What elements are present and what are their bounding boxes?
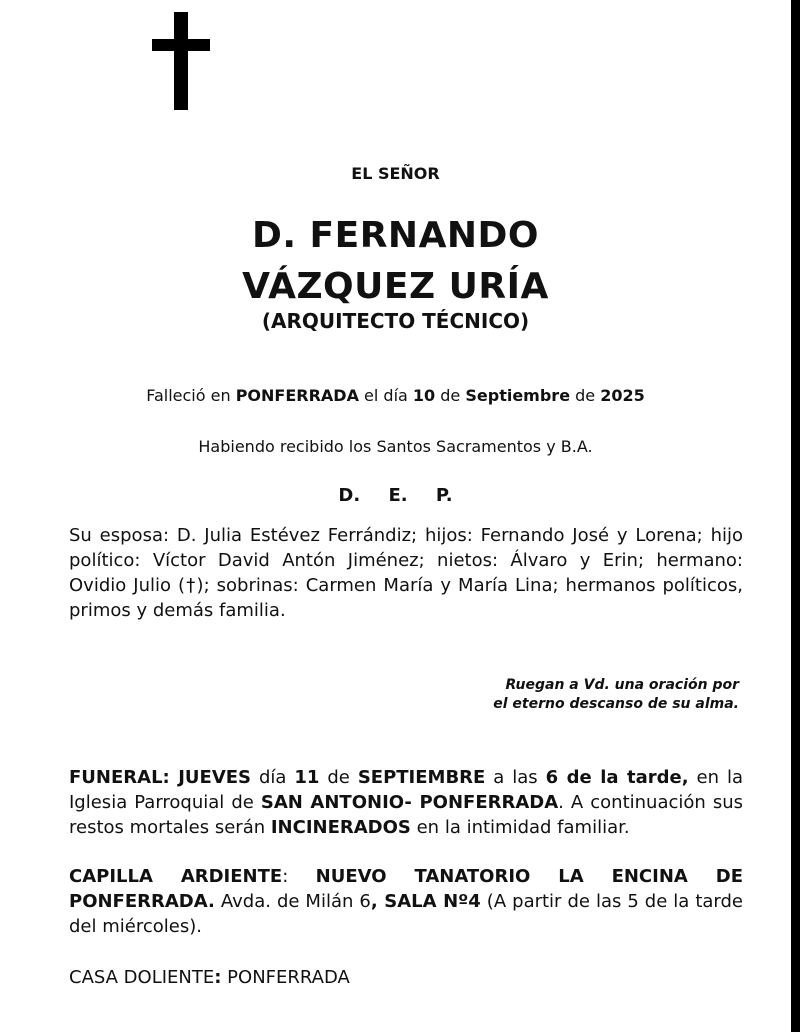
- death-place: PONFERRADA: [235, 386, 359, 405]
- prayer-line-2: el eterno descanso de su alma.: [493, 696, 739, 712]
- death-year: 2025: [600, 386, 645, 405]
- dep-line: D. E. P.: [338, 485, 453, 506]
- casa-doliente: CASA DOLIENTE: PONFERRADA: [69, 967, 350, 988]
- funeral-paragraph: FUNERAL: JUEVES día 11 de SEPTIEMBRE a las 6 de la tarde, en la Iglesia Parroquial de SAN ANTONIO- PONFERRADA. A continuación sus restos mortales serán INCINERADOS en la intimidad familiar.: [69, 767, 744, 838]
- death-statement: Falleció en PONFERRADA el día 10 de Septiembre de 2025: [146, 386, 645, 405]
- sacraments-line: Habiendo recibido los Santos Sacramentos y B.A.: [198, 437, 593, 456]
- honorific-title: EL SEÑOR: [351, 164, 440, 183]
- name-line-2: VÁZQUEZ URÍA: [242, 266, 549, 307]
- prayer-line-1: Ruegan a Vd. una oración por: [505, 677, 739, 693]
- profession: (ARQUITECTO TÉCNICO): [261, 309, 530, 333]
- capilla-paragraph: CAPILLA ARDIENTE: NUEVO TANATORIO LA ENCINA DE PONFERRADA. Avda. de Milán 6, SALA Nº4 (A partir de las 5 de la tarde del miércoles).: [69, 866, 743, 937]
- deceased-name: [0, 210, 791, 312]
- name-line-1: D. FERNANDO: [251, 215, 540, 256]
- prayer-request: [439, 676, 739, 714]
- family-paragraph: Su esposa: D. Julia Estévez Ferrándiz; hijos: Fernando José y Lorena; hijo político: Víctor David Antón Jiménez; nietos: Álvaro y Erin; hermano: Ovidio Julio (†); sobrinas: Carmen María y María Lina; hermanos políticos, primos y demás familia.: [69, 525, 743, 621]
- death-month: Septiembre: [465, 386, 571, 405]
- cross-icon: [152, 12, 210, 110]
- death-day: 10: [412, 386, 436, 405]
